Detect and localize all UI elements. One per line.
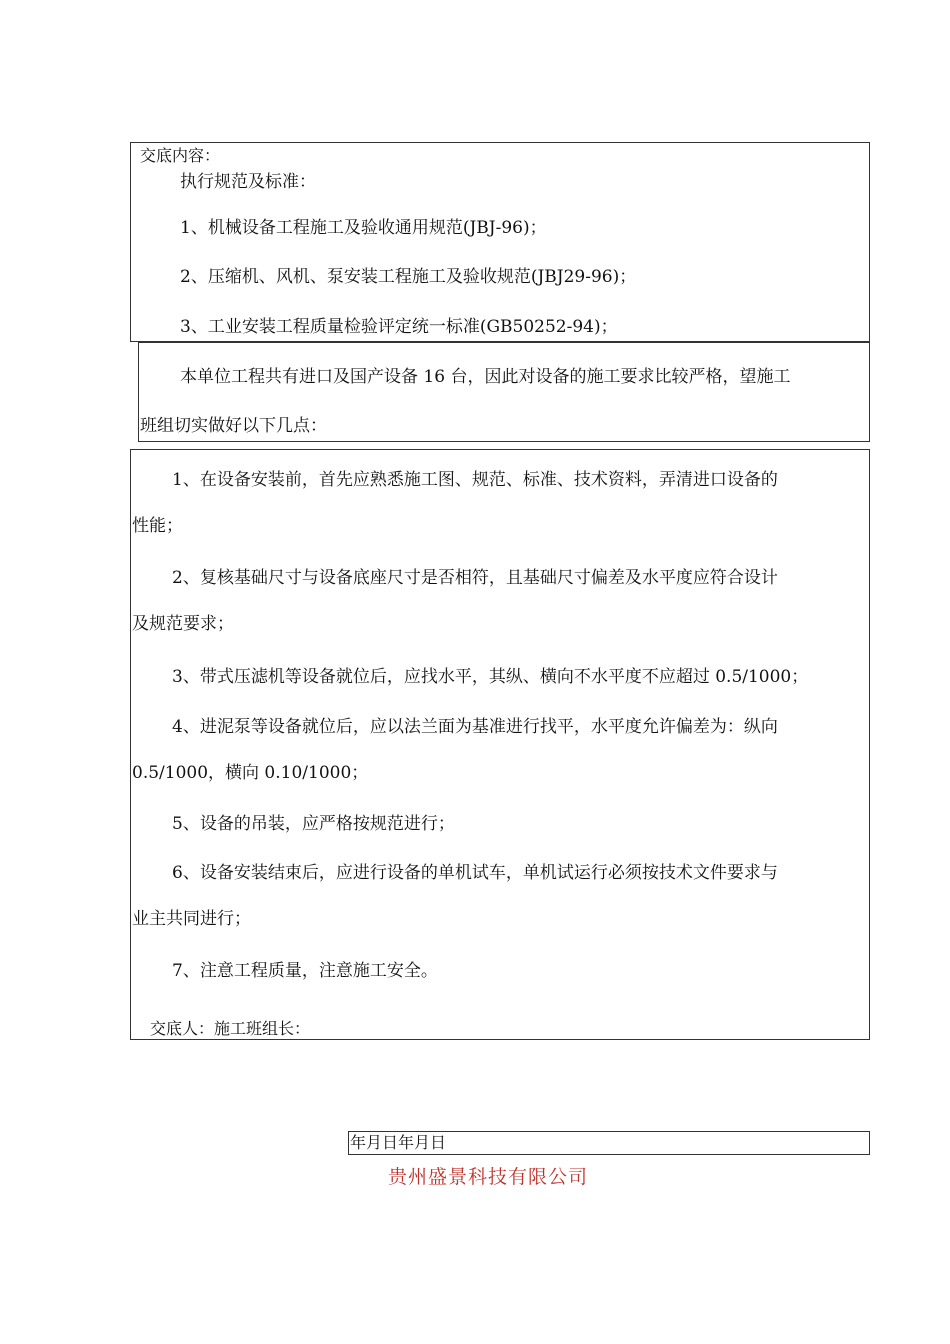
requirement-line: 3、带式压滤机等设备就位后，应找水平，其纵、横向不水平度不应超过 0.5/1000；	[172, 667, 809, 687]
requirement-line: 0.5/1000，横向 0.10/1000；	[132, 763, 369, 783]
requirement-line: 2、复核基础尺寸与设备底座尺寸是否相符，且基础尺寸偏差及水平度应符合设计	[172, 568, 778, 588]
standards-subheading: 执行规范及标准：	[180, 172, 316, 192]
date-row: 年月日年月日	[350, 1133, 447, 1152]
requirement-line: 及规范要求；	[132, 614, 234, 634]
standard-item-3: 3、工业安装工程质量检验评定统一标准(GB50252-94)；	[180, 317, 618, 337]
requirement-line: 4、进泥泵等设备就位后，应以法兰面为基准进行找平，水平度允许偏差为：纵向	[172, 717, 778, 737]
requirement-line: 业主共同进行；	[132, 909, 251, 929]
requirement-line: 5、设备的吊装，应严格按规范进行；	[172, 814, 455, 834]
requirements-box	[130, 449, 870, 1040]
standard-item-1: 1、机械设备工程施工及验收通用规范(JBJ-96)；	[180, 218, 547, 238]
requirement-line: 性能；	[132, 516, 183, 536]
intro-line-1: 本单位工程共有进口及国产设备 16 台，因此对设备的施工要求比较严格，望施工	[180, 367, 791, 387]
company-name: 贵州盛景科技有限公司	[388, 1166, 589, 1188]
disclosure-content-heading: 交底内容：	[140, 146, 221, 165]
intro-line-2: 班组切实做好以下几点：	[140, 416, 327, 436]
standard-item-2: 2、压缩机、风机、泵安装工程施工及验收规范(JBJ29-96)；	[180, 267, 637, 287]
signature-line: 交底人：施工班组长：	[150, 1019, 311, 1038]
requirement-line: 6、设备安装结束后，应进行设备的单机试车，单机试运行必须按技术文件要求与	[172, 863, 778, 883]
requirement-line: 7、注意工程质量，注意施工安全。	[172, 961, 438, 981]
requirement-line: 1、在设备安装前，首先应熟悉施工图、规范、标准、技术资料，弄清进口设备的	[172, 470, 778, 490]
